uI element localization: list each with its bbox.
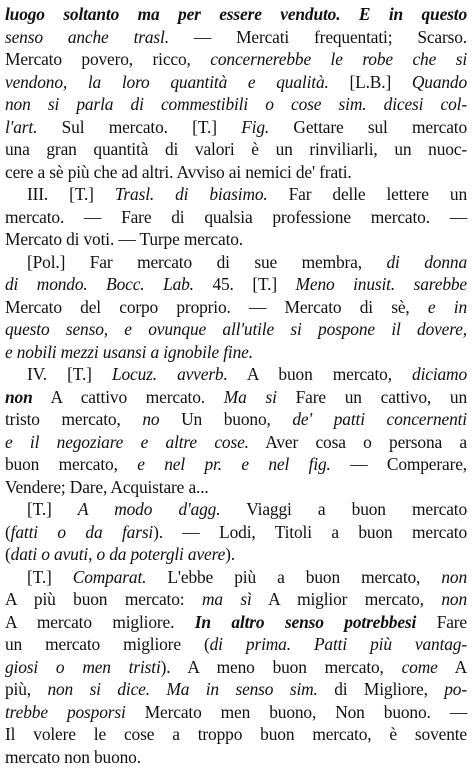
text-segment: [Pol.] Far mercato di sue membra, (27, 252, 386, 272)
text-line (5, 341, 467, 364)
text-segment: di mondo. Bocc. Lab. (5, 274, 194, 294)
text-line (5, 183, 467, 206)
text-line (5, 408, 467, 431)
text-segment: [L.B.] (329, 72, 412, 92)
text-segment: ( (5, 522, 11, 542)
text-segment: Fig. (241, 117, 269, 137)
text-segment: più, (5, 679, 47, 699)
text-segment: luogo soltanto ma per essere venduto. E in questo (5, 4, 467, 24)
text-segment: 45. [T.] (194, 274, 296, 294)
text-line (5, 453, 467, 476)
text-line (5, 566, 467, 589)
text-segment: concernerebbe le robe che si (210, 49, 467, 69)
text-segment: Quando (412, 72, 467, 92)
text-segment: ). A meno buon mercato, (161, 657, 402, 677)
text-line (5, 701, 467, 724)
text-line (5, 678, 467, 701)
text-line (5, 363, 467, 386)
text-line (5, 746, 467, 768)
text-segment: buon mercato, (5, 454, 137, 474)
text-segment: — Comperare, (331, 454, 467, 474)
text-line (5, 611, 467, 634)
text-segment: questo senso, e ovunque all'utile si pospone il dovere, (5, 319, 467, 339)
text-segment: Mercato del corpo proprio. — Mercato di sè, (5, 297, 428, 317)
text-segment: IV. [T.] (27, 364, 112, 384)
text-segment: In altro senso potrebbesi (195, 612, 416, 632)
text-line (5, 26, 467, 49)
text-segment: L'ebbe più a buon mercato, (146, 567, 441, 587)
text-segment: ma sì (202, 589, 252, 609)
text-segment: po- (444, 679, 467, 699)
text-segment: [T.] (27, 499, 78, 519)
text-segment: A più buon mercato: (5, 589, 202, 609)
text-segment: — Mercati frequentati; Scarso. (169, 27, 467, 47)
text-segment: Sul mercato. [T.] (37, 117, 241, 137)
text-line (5, 3, 467, 26)
text-segment: trebbe posporsi (5, 702, 126, 722)
text-segment: di prima. Patti più vantag- (210, 634, 467, 654)
text-segment: ( (5, 544, 11, 564)
text-segment: non si parla di commestibili o cose sim. dicesi col- (5, 94, 467, 114)
text-segment: giosi o men tristi (5, 657, 161, 677)
text-segment: Trasl. di biasimo. (115, 184, 268, 204)
text-segment: A mercato migliore. (5, 612, 195, 632)
text-segment: A buon mercato, (228, 364, 412, 384)
text-segment: Mercato men buono, Non buono. — (126, 702, 467, 722)
text-segment: e il negoziare e altre cose. (5, 432, 249, 452)
text-segment: dati o avuti, o da potergli avere (11, 544, 226, 564)
text-segment: Mercato di voti. — Turpe mercato. (5, 229, 243, 249)
text-line (5, 633, 467, 656)
text-segment: ). (225, 544, 235, 564)
text-segment: A modo d'agg. (78, 499, 221, 519)
text-segment: e nel pr. e nel fig. (137, 454, 331, 474)
text-line (5, 71, 467, 94)
text-segment: [T.] (27, 567, 73, 587)
text-segment: A cattivo mercato. (33, 387, 224, 407)
text-line (5, 386, 467, 409)
text-line (5, 431, 467, 454)
text-segment: tristo mercato, (5, 409, 142, 429)
text-line (5, 656, 467, 679)
text-segment: come (402, 657, 438, 677)
text-segment: senso anche trasl. (5, 27, 169, 47)
text-segment: Locuz. avverb. (112, 364, 228, 384)
text-segment: no (142, 409, 159, 429)
text-segment: Meno inusit. sarebbe (296, 274, 467, 294)
text-segment: ). — Lodi, Titoli a buon mercato (153, 522, 467, 542)
text-segment: Fare un cattivo, un (277, 387, 467, 407)
text-line (5, 318, 467, 341)
text-segment: de' patti concernenti (292, 409, 467, 429)
text-segment: Un buono, (159, 409, 292, 429)
text-line (5, 161, 467, 184)
text-segment: l'art. (5, 117, 37, 137)
text-line (5, 116, 467, 139)
text-line (5, 723, 467, 746)
text-segment: un mercato migliore ( (5, 634, 210, 654)
text-line (5, 93, 467, 116)
text-segment: A miglior mercato, (252, 589, 442, 609)
text-segment: e in (428, 297, 467, 317)
text-line (5, 48, 467, 71)
text-segment: Viaggi a buon mercato (220, 499, 467, 519)
text-segment: Mercato povero, ricco, (5, 49, 210, 69)
text-segment: diciamo (412, 364, 467, 384)
dictionary-page (5, 3, 467, 768)
text-line (5, 476, 467, 499)
text-segment: non si dice. Ma in senso sim. (47, 679, 317, 699)
text-line (5, 296, 467, 319)
text-segment: Gettare sul mercato (269, 117, 467, 137)
text-segment: mercato non buono. (5, 747, 141, 767)
text-line (5, 228, 467, 251)
text-segment: non (5, 387, 33, 407)
text-segment: Aver cosa o persona a (249, 432, 467, 452)
text-segment: Vendere; Dare, Acquistare a... (5, 477, 209, 497)
text-line (5, 588, 467, 611)
text-line (5, 543, 467, 566)
text-line (5, 251, 467, 274)
text-segment: Fare (416, 612, 467, 632)
text-segment: non (441, 589, 467, 609)
text-segment: una gran quantità di valori è un rinviliarli, un nuoc- (5, 139, 467, 159)
text-segment: e nobili mezzi usansi a ignobile fine. (5, 342, 253, 362)
text-segment: Comparat. (73, 567, 147, 587)
text-segment: vendono, la loro quantità e qualità. (5, 72, 329, 92)
text-segment: Ma si (224, 387, 277, 407)
text-line (5, 521, 467, 544)
text-segment: di Migliore, (318, 679, 445, 699)
text-segment: non (441, 567, 467, 587)
text-line (5, 138, 467, 161)
text-segment: A (438, 657, 467, 677)
text-line (5, 498, 467, 521)
text-segment: cere a sè più che ad altri. Avviso ai nemici de' frati. (5, 162, 352, 182)
text-segment: III. [T.] (27, 184, 115, 204)
text-segment: mercato. — Fare di qualsia professione mercato. — (5, 207, 467, 227)
text-segment: Il volere le cose a troppo buon mercato, è sovente (5, 724, 467, 744)
text-segment: fatti o da farsi (11, 522, 153, 542)
text-segment: Far delle lettere un (268, 184, 467, 204)
text-line (5, 206, 467, 229)
text-line (5, 273, 467, 296)
text-segment: di donna (386, 252, 467, 272)
